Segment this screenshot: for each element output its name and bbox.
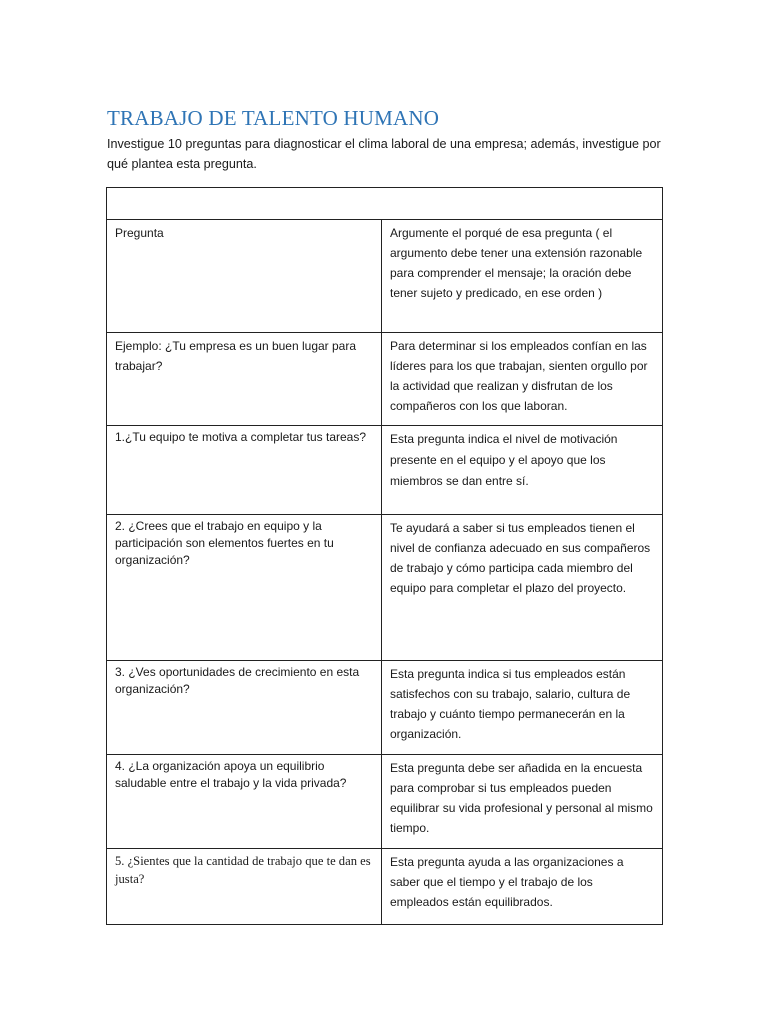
table-row [107,849,663,925]
question-text: 3. ¿Ves oportunidades de crecimiento en esta organización? [115,665,360,696]
question-text: 2. ¿Crees que el trabajo en equipo y la participación son elementos fuertes en tu organización? [115,519,334,567]
question-text: 1.¿Tu equipo te motiva a completar tus tareas? [115,430,367,444]
argument-cell [382,755,663,849]
argument-text: Esta pregunta ayuda a las organizaciones a saber que el tiempo y el trabajo de los empleados están equilibrados. [390,855,624,909]
table-row [107,426,663,515]
argument-text: Esta pregunta debe ser añadida en la encuesta para comprobar si tus empleados pueden equilibrar su vida profesional y personal al mismo tiempo. [390,761,653,835]
argument-cell [382,661,663,755]
table-header-row [107,220,663,333]
table-row [107,755,663,849]
question-cell [107,661,382,755]
argument-cell [382,849,663,925]
question-text: 4. ¿La organización apoya un equilibrio saludable entre el trabajo y la vida privada? [115,759,347,790]
question-cell [107,515,382,661]
header-argument-cell [382,220,663,333]
table-row [107,515,663,661]
argument-text: Esta pregunta indica el nivel de motivación presente en el equipo y el apoyo que los miembros se dan entre sí. [390,432,618,488]
argument-cell [382,515,663,661]
table-title-row [107,188,663,220]
argument-text: Esta pregunta indica si tus empleados están satisfechos con su trabajo, salario, cultura de trabajo y cuánto tiempo permanecerán en la organización. [390,667,631,741]
header-argument-label: Argumente el porqué de esa pregunta ( el argumento debe tener una extensión razonable para comprender el mensaje; la oración debe tener sujeto y predicado, en ese orden ) [390,226,643,300]
argument-cell [382,333,663,426]
question-cell [107,426,382,515]
header-question-label: Pregunta [115,226,164,240]
argument-text: Te ayudará a saber si tus empleados tienen el nivel de confianza adecuado en sus compañeros de trabajo y cómo participa cada miembro del equipo para completar el plazo del proyecto. [390,521,651,595]
question-cell [107,849,382,925]
question-cell [107,755,382,849]
question-cell [107,333,382,426]
argument-text: Para determinar si los empleados confían en las líderes para los que trabajan, sienten orgullo por la actividad que realizan y disfrutan de los compañeros con los que laboran. [390,339,648,413]
question-text: 5. ¿Sientes que la cantidad de trabajo que te dan es justa? [115,854,371,886]
document-intro: Investigue 10 preguntas para diagnosticar el clima laboral de una empresa; además, investigue por qué plantea esta pregunta. [107,137,661,171]
table-row [107,661,663,755]
table-row [107,333,663,426]
question-text: Ejemplo: ¿Tu empresa es un buen lugar para trabajar? [115,339,357,373]
argument-cell [382,426,663,515]
questions-table [106,187,663,925]
header-question-cell [107,220,382,333]
empty-title-cell [107,188,663,220]
document-title: TRABAJO DE TALENTO HUMANO [107,106,440,130]
